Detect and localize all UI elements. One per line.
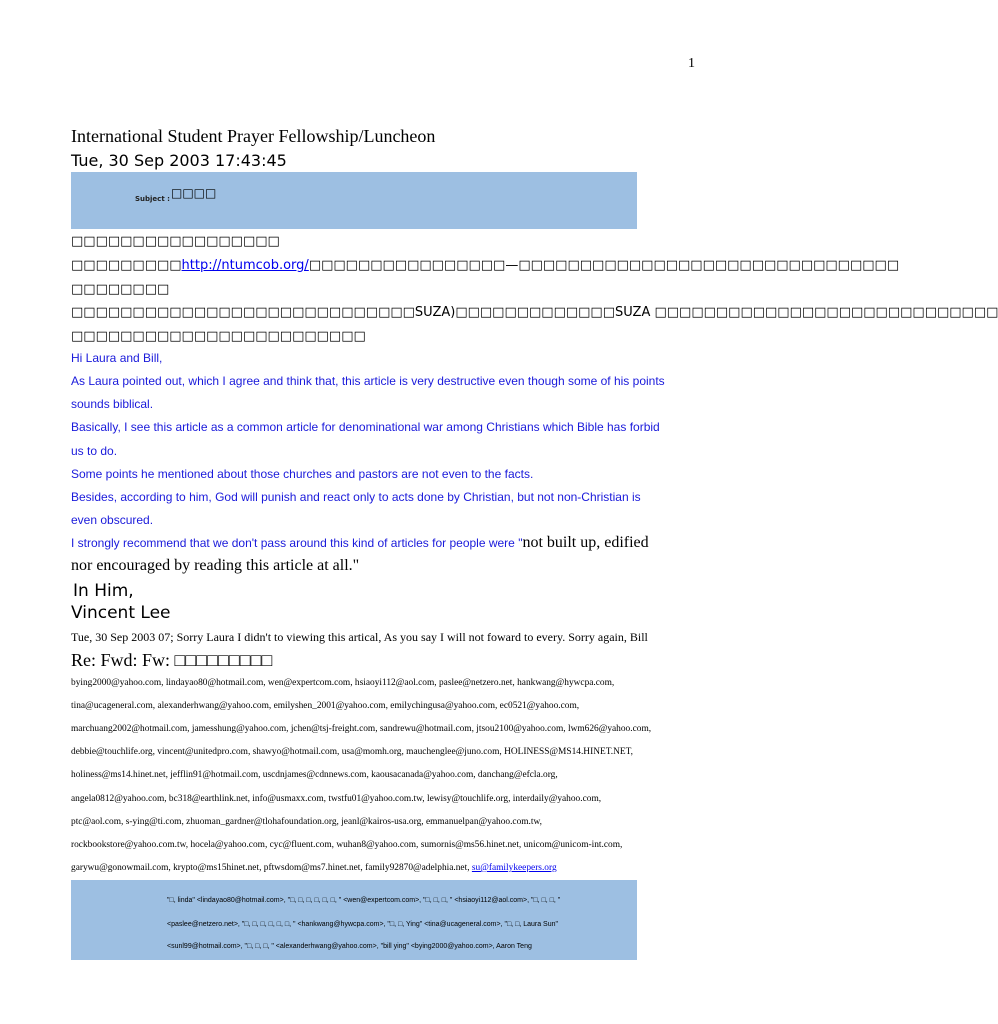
cjk-line-4: □□□□□□□□□□□□□□□□□□□□□□□□□□□□SUZA)□□□□□□□□□□□□□SUZA □□□□□□□□□□□□□□□□□□□□□□□□□□□□ [71, 305, 998, 320]
recommend-pre: I strongly recommend that we don't pass around this kind of articles for people were " [71, 536, 523, 550]
email-header-box [71, 880, 637, 960]
email-box-row: <paslee@netzero.net>, "□, □, □, □, □, □, " <hankwang@hywcpa.com>, "□, □, Ying" <tina@ucageneral.com>, "□, □, Laura Sun" [167, 921, 558, 928]
message-line: Besides, according to him, God will punish and react only to acts done by Christian, but not non-Christian is [71, 490, 641, 504]
reply-line: Tue, 30 Sep 2003 07; Sorry Laura I didn't to viewing this artical, As you say I will not foward to every. Sorry again, Bill [71, 630, 648, 644]
email-line-last: garywu@gonowmail.com, krypto@ms15hinet.net, pftwsdom@ms7.hinet.net, family92870@adelphia.net, [71, 863, 472, 873]
cjk-line-5: □□□□□□□□□□□□□□□□□□□□□□□□ [71, 329, 366, 344]
familykeepers-link[interactable]: su@familykeepers.org [471, 863, 557, 873]
email-line: tina@ucageneral.com, alexanderhwang@yahoo.com, emilyshen_2001@yahoo.com, emilychingusa@yahoo.com, ec0521@yahoo.com, [71, 701, 580, 711]
subject-label: Subject : [135, 195, 170, 203]
email-line: angela0812@yahoo.com, bc318@earthlink.net, info@usmaxx.com, twstfu01@yahoo.com.tw, lewisy@touchlife.org, interdaily@yahoo.com, [71, 794, 602, 804]
recommend-line-2: nor encouraged by reading this article at all." [71, 557, 360, 574]
message-line: sounds biblical. [71, 397, 154, 411]
date-line: Tue, 30 Sep 2003 17:43:45 [71, 151, 287, 170]
cjk-line-2-pre: □□□□□□□□□ [71, 258, 182, 273]
subject-value: □□□□ [171, 186, 217, 200]
email-box-row: <sunl99@hotmail.com>, "□, □, □, " <alexanderhwang@yahoo.com>, "bill ying" <bying2000@yahoo.com>, Aaron Teng [167, 943, 532, 950]
email-box-row: "□, linda" <lindayao80@hotmail.com>, "□, □, □, □, □, □, " <wen@expertcom.com>, "□, □, □, " <hsiaoyi112@aol.com>, "□, □, □, " [167, 897, 561, 904]
ntumcob-link[interactable]: http://ntumcob.org/ [181, 258, 309, 273]
message-line: Basically, I see this article as a common article for denominational war among Christians which Bible has forbid [71, 420, 660, 434]
message-line: As Laura pointed out, which I agree and think that, this article is very destructive even though some of his points [71, 374, 665, 388]
email-line: debbie@touchlife.org, vincent@unitedpro.com, shawyo@hotmail.com, usa@momh.org, mauchenglee@juno.com, HOLINESS@MS14.HINET.NET, [71, 747, 633, 757]
cjk-line-1: □□□□□□□□□□□□□□□□□ [71, 234, 280, 249]
email-line: rockbookstore@yahoo.com.tw, hocela@yahoo.com, cyc@fluent.com, wuhan8@yahoo.com, sumornis@ms56.hinet.net, unicom@unicom-int.com, [71, 840, 623, 850]
email-line: marchuang2002@hotmail.com, jamesshung@yahoo.com, jchen@tsj-freight.com, sandrewu@hotmail.com, jtsou2100@yahoo.com, lwm626@yahoo.com, [71, 724, 652, 734]
recommend-post: not built up, edified [522, 534, 649, 551]
message-line: Some points he mentioned about those churches and pastors are not even to the facts. [71, 467, 534, 481]
cjk-line-2 [71, 258, 899, 273]
email-line [71, 863, 557, 873]
recommend-line [71, 534, 649, 552]
signature: Vincent Lee [71, 603, 171, 623]
document-title: International Student Prayer Fellowship/Luncheon [71, 126, 436, 146]
email-line: ptc@aol.com, s-ying@ti.com, zhuoman_gardner@tlohafoundation.org, jeanl@kairos-usa.org, emmanuelpan@yahoo.com.tw, [71, 817, 543, 827]
page-number: 1 [688, 56, 695, 71]
re-title: Re: Fwd: Fw: □□□□□□□□□ [71, 650, 273, 670]
cjk-line-3: □□□□□□□□ [71, 282, 170, 297]
email-line: bying2000@yahoo.com, lindayao80@hotmail.com, wen@expertcom.com, hsiaoyi112@aol.com, paslee@netzero.net, hankwang@hywcpa.com, [71, 678, 615, 688]
subject-box [71, 172, 637, 229]
email-line: holiness@ms14.hinet.net, jefflin91@hotmail.com, uscdnjames@cdnnews.com, kaousacanada@yahoo.com, danchang@efcla.org, [71, 770, 558, 780]
message-line: even obscured. [71, 513, 154, 527]
signoff: In Him, [73, 581, 134, 601]
cjk-line-2-post: □□□□□□□□□□□□□□□□—□□□□□□□□□□□□□□□□□□□□□□□□□□□□□□□ [308, 258, 900, 273]
message-line: us to do. [71, 444, 118, 458]
message-line: Hi Laura and Bill, [71, 351, 163, 365]
